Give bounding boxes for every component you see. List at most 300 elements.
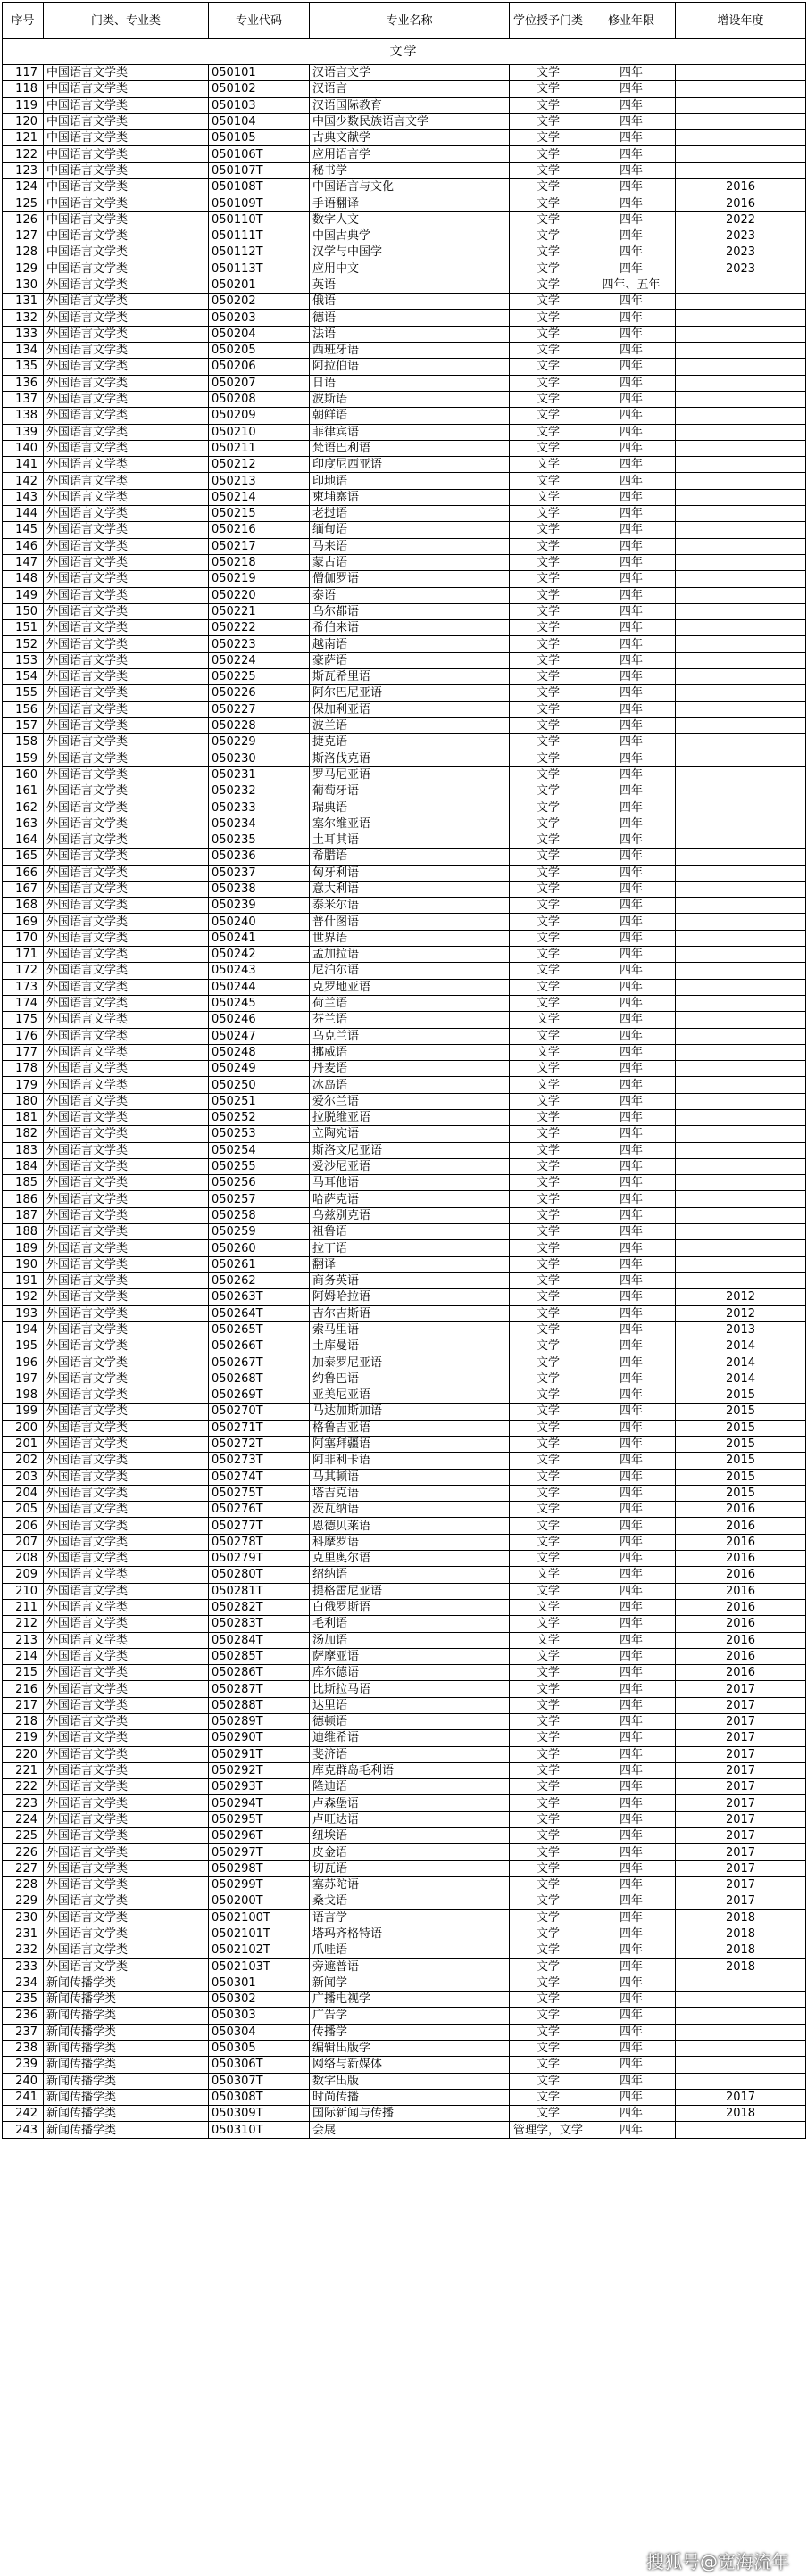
row-duration: 四年 xyxy=(587,1616,676,1632)
row-major-name: 萨摩亚语 xyxy=(310,1648,510,1664)
table-row xyxy=(3,1746,806,1762)
row-code: 050262 xyxy=(209,1272,310,1288)
header-code: 专业代码 xyxy=(209,3,310,39)
row-index: 146 xyxy=(3,538,44,554)
row-major-name: 马其顿语 xyxy=(310,1469,510,1485)
row-degree: 文学 xyxy=(510,995,587,1011)
row-duration: 四年 xyxy=(587,587,676,603)
row-duration: 四年 xyxy=(587,1811,676,1827)
row-code: 050107T xyxy=(209,162,310,178)
row-year-added: 2017 xyxy=(676,1713,806,1729)
row-category: 外国语言文学类 xyxy=(44,326,209,342)
row-major-name: 匈牙利语 xyxy=(310,865,510,881)
row-year-added: 2023 xyxy=(676,228,806,244)
row-year-added: 2013 xyxy=(676,1321,806,1338)
row-code: 050267T xyxy=(209,1354,310,1371)
table-row xyxy=(3,914,806,930)
row-code: 050105 xyxy=(209,130,310,146)
row-category: 外国语言文学类 xyxy=(44,1158,209,1174)
row-major-name: 希腊语 xyxy=(310,849,510,865)
table-row xyxy=(3,750,806,766)
row-code: 050306T xyxy=(209,2057,310,2073)
row-major-name: 希伯来语 xyxy=(310,620,510,636)
row-code: 050280T xyxy=(209,1567,310,1583)
table-row xyxy=(3,2106,806,2122)
row-duration: 四年 xyxy=(587,473,676,489)
table-row xyxy=(3,2024,806,2040)
row-year-added xyxy=(676,65,806,81)
row-index: 122 xyxy=(3,146,44,162)
row-major-name: 编辑出版学 xyxy=(310,2040,510,2056)
row-year-added xyxy=(676,310,806,326)
row-major-name: 豪萨语 xyxy=(310,652,510,668)
table-row xyxy=(3,1387,806,1404)
row-duration: 四年 xyxy=(587,2122,676,2138)
row-duration: 四年 xyxy=(587,1289,676,1305)
row-year-added: 2015 xyxy=(676,1469,806,1485)
row-category: 外国语言文学类 xyxy=(44,1648,209,1664)
row-major-name: 卢旺达语 xyxy=(310,1811,510,1827)
row-index: 151 xyxy=(3,620,44,636)
table-row xyxy=(3,1730,806,1746)
table-row xyxy=(3,1142,806,1158)
row-year-added xyxy=(676,1207,806,1223)
row-index: 162 xyxy=(3,799,44,816)
table-row xyxy=(3,1681,806,1697)
row-duration: 四年 xyxy=(587,1534,676,1550)
row-year-added: 2017 xyxy=(676,1844,806,1860)
row-degree: 文学 xyxy=(510,343,587,359)
row-code: 050102 xyxy=(209,81,310,97)
row-code: 050271T xyxy=(209,1420,310,1436)
row-year-added: 2017 xyxy=(676,1762,806,1778)
row-index: 128 xyxy=(3,244,44,261)
row-category: 中国语言文学类 xyxy=(44,228,209,244)
row-degree: 文学 xyxy=(510,65,587,81)
row-major-name: 科摩罗语 xyxy=(310,1534,510,1550)
table-row xyxy=(3,473,806,489)
row-degree: 文学 xyxy=(510,489,587,505)
row-year-added xyxy=(676,97,806,113)
row-year-added xyxy=(676,750,806,766)
row-category: 外国语言文学类 xyxy=(44,1942,209,1959)
row-year-added: 2014 xyxy=(676,1338,806,1354)
row-index: 165 xyxy=(3,849,44,865)
row-category: 外国语言文学类 xyxy=(44,1828,209,1844)
row-degree: 文学 xyxy=(510,2073,587,2089)
row-index: 216 xyxy=(3,1681,44,1697)
row-code: 050291T xyxy=(209,1746,310,1762)
row-major-name: 乌克兰语 xyxy=(310,1028,510,1044)
row-category: 外国语言文学类 xyxy=(44,1811,209,1827)
row-year-added: 2017 xyxy=(676,1860,806,1876)
row-category: 外国语言文学类 xyxy=(44,391,209,407)
row-category: 外国语言文学类 xyxy=(44,947,209,963)
row-index: 219 xyxy=(3,1730,44,1746)
row-category: 外国语言文学类 xyxy=(44,1044,209,1060)
row-code: 050210 xyxy=(209,424,310,440)
row-category: 新闻传播学类 xyxy=(44,2040,209,2056)
row-duration: 四年 xyxy=(587,65,676,81)
row-category: 外国语言文学类 xyxy=(44,701,209,717)
row-index: 143 xyxy=(3,489,44,505)
row-year-added xyxy=(676,881,806,897)
row-degree: 文学 xyxy=(510,244,587,261)
row-year-added: 2017 xyxy=(676,1876,806,1893)
row-index: 207 xyxy=(3,1534,44,1550)
row-year-added xyxy=(676,1256,806,1272)
row-index: 238 xyxy=(3,2040,44,2056)
row-category: 外国语言文学类 xyxy=(44,294,209,310)
table-row xyxy=(3,1126,806,1142)
row-duration: 四年 xyxy=(587,81,676,97)
table-row xyxy=(3,2008,806,2024)
row-index: 129 xyxy=(3,261,44,277)
row-degree: 文学 xyxy=(510,750,587,766)
row-code: 050205 xyxy=(209,343,310,359)
row-degree: 文学 xyxy=(510,310,587,326)
row-index: 144 xyxy=(3,506,44,522)
row-major-name: 克罗地亚语 xyxy=(310,979,510,995)
row-index: 211 xyxy=(3,1599,44,1615)
row-category: 外国语言文学类 xyxy=(44,1926,209,1942)
row-major-name: 俄语 xyxy=(310,294,510,310)
row-index: 242 xyxy=(3,2106,44,2122)
row-major-name: 迪维希语 xyxy=(310,1730,510,1746)
row-code: 050228 xyxy=(209,717,310,733)
row-index: 140 xyxy=(3,440,44,456)
row-category: 外国语言文学类 xyxy=(44,1305,209,1321)
table-row xyxy=(3,1502,806,1518)
row-category: 外国语言文学类 xyxy=(44,1681,209,1697)
table-row xyxy=(3,1534,806,1550)
row-degree: 文学 xyxy=(510,587,587,603)
row-index: 240 xyxy=(3,2073,44,2089)
row-code: 050238 xyxy=(209,881,310,897)
row-major-name: 斯洛文尼亚语 xyxy=(310,1142,510,1158)
row-major-name: 德顿语 xyxy=(310,1713,510,1729)
row-category: 外国语言文学类 xyxy=(44,1175,209,1191)
row-degree: 文学 xyxy=(510,97,587,113)
header-category: 门类、专业类 xyxy=(44,3,209,39)
row-category: 外国语言文学类 xyxy=(44,1061,209,1077)
row-code: 050101 xyxy=(209,65,310,81)
row-major-name: 尼泊尔语 xyxy=(310,963,510,979)
row-duration: 四年 xyxy=(587,832,676,848)
table-row xyxy=(3,1828,806,1844)
row-duration: 四年 xyxy=(587,1599,676,1615)
row-code: 050275T xyxy=(209,1485,310,1501)
row-major-name: 挪威语 xyxy=(310,1044,510,1060)
row-category: 外国语言文学类 xyxy=(44,1077,209,1093)
row-duration: 四年 xyxy=(587,1371,676,1387)
row-category: 外国语言文学类 xyxy=(44,1665,209,1681)
table-row xyxy=(3,832,806,848)
row-major-name: 朝鲜语 xyxy=(310,408,510,424)
table-row xyxy=(3,1909,806,1926)
row-duration: 四年 xyxy=(587,130,676,146)
row-index: 213 xyxy=(3,1632,44,1648)
row-category: 外国语言文学类 xyxy=(44,440,209,456)
row-major-name: 乌兹别克语 xyxy=(310,1207,510,1223)
row-code: 050284T xyxy=(209,1632,310,1648)
row-code: 050224 xyxy=(209,652,310,668)
table-row xyxy=(3,294,806,310)
table-row xyxy=(3,1648,806,1664)
row-major-name: 塞尔维亚语 xyxy=(310,816,510,832)
header-major-name: 专业名称 xyxy=(310,3,510,39)
row-category: 外国语言文学类 xyxy=(44,1583,209,1599)
row-duration: 四年 xyxy=(587,1926,676,1942)
row-year-added xyxy=(676,113,806,129)
row-duration: 四年 xyxy=(587,326,676,342)
row-duration: 四年 xyxy=(587,1256,676,1272)
row-duration: 四年、五年 xyxy=(587,277,676,293)
row-category: 外国语言文学类 xyxy=(44,1746,209,1762)
row-year-added xyxy=(676,1093,806,1109)
row-category: 外国语言文学类 xyxy=(44,424,209,440)
row-code: 050218 xyxy=(209,554,310,570)
row-code: 050103 xyxy=(209,97,310,113)
row-major-name: 马耳他语 xyxy=(310,1175,510,1191)
row-degree: 文学 xyxy=(510,359,587,375)
row-code: 050245 xyxy=(209,995,310,1011)
row-code: 050270T xyxy=(209,1404,310,1420)
row-degree: 文学 xyxy=(510,1028,587,1044)
row-code: 050208 xyxy=(209,391,310,407)
row-code: 050286T xyxy=(209,1665,310,1681)
row-year-added: 2017 xyxy=(676,1811,806,1827)
row-code: 050219 xyxy=(209,571,310,587)
row-duration: 四年 xyxy=(587,522,676,538)
row-duration: 四年 xyxy=(587,652,676,668)
row-code: 050258 xyxy=(209,1207,310,1223)
row-year-added xyxy=(676,620,806,636)
row-category: 外国语言文学类 xyxy=(44,408,209,424)
row-duration: 四年 xyxy=(587,457,676,473)
row-category: 外国语言文学类 xyxy=(44,1387,209,1404)
row-category: 外国语言文学类 xyxy=(44,898,209,914)
row-year-added xyxy=(676,162,806,178)
row-category: 外国语言文学类 xyxy=(44,1599,209,1615)
row-major-name: 旁遮普语 xyxy=(310,1959,510,1975)
row-index: 126 xyxy=(3,211,44,228)
row-major-name: 隆迪语 xyxy=(310,1779,510,1795)
row-duration: 四年 xyxy=(587,1354,676,1371)
row-code: 050304 xyxy=(209,2024,310,2040)
row-duration: 四年 xyxy=(587,2057,676,2073)
row-degree: 文学 xyxy=(510,1713,587,1729)
row-index: 167 xyxy=(3,881,44,897)
row-code: 050273T xyxy=(209,1453,310,1469)
row-degree: 文学 xyxy=(510,783,587,799)
row-category: 外国语言文学类 xyxy=(44,734,209,750)
row-major-name: 葡萄牙语 xyxy=(310,783,510,799)
row-duration: 四年 xyxy=(587,1828,676,1844)
row-degree: 文学 xyxy=(510,1110,587,1126)
row-year-added xyxy=(676,1012,806,1028)
row-category: 外国语言文学类 xyxy=(44,1762,209,1778)
row-year-added: 2015 xyxy=(676,1436,806,1452)
row-index: 125 xyxy=(3,195,44,211)
row-degree: 文学 xyxy=(510,391,587,407)
row-major-name: 斐济语 xyxy=(310,1746,510,1762)
row-category: 外国语言文学类 xyxy=(44,620,209,636)
row-year-added: 2015 xyxy=(676,1485,806,1501)
row-degree: 文学 xyxy=(510,1583,587,1599)
table-row xyxy=(3,554,806,570)
row-degree: 文学 xyxy=(510,1893,587,1909)
table-row xyxy=(3,489,806,505)
row-major-name: 印度尼西亚语 xyxy=(310,457,510,473)
row-year-added xyxy=(676,766,806,783)
row-major-name: 卢森堡语 xyxy=(310,1795,510,1811)
row-index: 117 xyxy=(3,65,44,81)
table-row xyxy=(3,1224,806,1240)
row-major-name: 德语 xyxy=(310,310,510,326)
row-category: 外国语言文学类 xyxy=(44,849,209,865)
row-category: 外国语言文学类 xyxy=(44,1502,209,1518)
row-duration: 四年 xyxy=(587,1272,676,1288)
row-index: 119 xyxy=(3,97,44,113)
row-degree: 文学 xyxy=(510,326,587,342)
row-category: 外国语言文学类 xyxy=(44,717,209,733)
row-degree: 文学 xyxy=(510,1077,587,1093)
row-major-name: 会展 xyxy=(310,2122,510,2138)
row-year-added xyxy=(676,81,806,97)
row-major-name: 菲律宾语 xyxy=(310,424,510,440)
row-degree: 文学 xyxy=(510,1469,587,1485)
row-index: 169 xyxy=(3,914,44,930)
row-degree: 文学 xyxy=(510,1959,587,1975)
row-category: 外国语言文学类 xyxy=(44,310,209,326)
row-category: 外国语言文学类 xyxy=(44,473,209,489)
row-category: 外国语言文学类 xyxy=(44,832,209,848)
row-degree: 文学 xyxy=(510,1420,587,1436)
row-major-name: 提格雷尼亚语 xyxy=(310,1583,510,1599)
row-index: 182 xyxy=(3,1126,44,1142)
row-duration: 四年 xyxy=(587,1893,676,1909)
row-major-name: 越南语 xyxy=(310,636,510,652)
row-code: 050255 xyxy=(209,1158,310,1174)
table-row xyxy=(3,1321,806,1338)
row-major-name: 马来语 xyxy=(310,538,510,554)
row-category: 外国语言文学类 xyxy=(44,1876,209,1893)
row-year-added: 2016 xyxy=(676,1599,806,1615)
row-duration: 四年 xyxy=(587,1191,676,1207)
row-degree: 文学 xyxy=(510,277,587,293)
row-code: 050256 xyxy=(209,1175,310,1191)
row-major-name: 秘书学 xyxy=(310,162,510,178)
row-category: 外国语言文学类 xyxy=(44,1028,209,1044)
row-category: 外国语言文学类 xyxy=(44,1289,209,1305)
row-category: 中国语言文学类 xyxy=(44,65,209,81)
row-year-added xyxy=(676,979,806,995)
table-row xyxy=(3,457,806,473)
row-code: 050289T xyxy=(209,1713,310,1729)
row-code: 050278T xyxy=(209,1534,310,1550)
row-major-name: 意大利语 xyxy=(310,881,510,897)
row-year-added: 2016 xyxy=(676,1632,806,1648)
row-code: 050253 xyxy=(209,1126,310,1142)
row-index: 233 xyxy=(3,1959,44,1975)
row-category: 中国语言文学类 xyxy=(44,97,209,113)
row-index: 186 xyxy=(3,1191,44,1207)
row-code: 050305 xyxy=(209,2040,310,2056)
row-major-name: 克里奥尔语 xyxy=(310,1551,510,1567)
row-major-name: 阿尔巴尼亚语 xyxy=(310,685,510,701)
table-row xyxy=(3,898,806,914)
row-year-added xyxy=(676,799,806,816)
row-code: 050231 xyxy=(209,766,310,783)
table-row xyxy=(3,1305,806,1321)
row-category: 新闻传播学类 xyxy=(44,2089,209,2105)
row-degree: 文学 xyxy=(510,1828,587,1844)
table-row xyxy=(3,1844,806,1860)
row-duration: 四年 xyxy=(587,1942,676,1959)
row-major-name: 阿非利卡语 xyxy=(310,1453,510,1469)
table-row xyxy=(3,2073,806,2089)
row-index: 188 xyxy=(3,1224,44,1240)
row-code: 050203 xyxy=(209,310,310,326)
row-degree: 文学 xyxy=(510,408,587,424)
row-year-added: 2017 xyxy=(676,1828,806,1844)
row-major-name: 翻译 xyxy=(310,1256,510,1272)
row-degree: 文学 xyxy=(510,1844,587,1860)
row-duration: 四年 xyxy=(587,1909,676,1926)
row-major-name: 广播电视学 xyxy=(310,1992,510,2008)
table-row xyxy=(3,2122,806,2138)
row-index: 183 xyxy=(3,1142,44,1158)
row-degree: 文学 xyxy=(510,1321,587,1338)
table-row xyxy=(3,310,806,326)
row-category: 外国语言文学类 xyxy=(44,1272,209,1288)
table-row xyxy=(3,1028,806,1044)
table-row xyxy=(3,1093,806,1109)
row-duration: 四年 xyxy=(587,2008,676,2024)
row-code: 050234 xyxy=(209,816,310,832)
row-category: 外国语言文学类 xyxy=(44,914,209,930)
row-category: 外国语言文学类 xyxy=(44,1126,209,1142)
row-year-added: 2014 xyxy=(676,1371,806,1387)
row-index: 179 xyxy=(3,1077,44,1093)
row-duration: 四年 xyxy=(587,1338,676,1354)
row-duration: 四年 xyxy=(587,1469,676,1485)
row-category: 外国语言文学类 xyxy=(44,1436,209,1452)
row-category: 外国语言文学类 xyxy=(44,538,209,554)
row-code: 050240 xyxy=(209,914,310,930)
row-duration: 四年 xyxy=(587,113,676,129)
table-row xyxy=(3,277,806,293)
row-major-name: 法语 xyxy=(310,326,510,342)
row-duration: 四年 xyxy=(587,1876,676,1893)
row-code: 050220 xyxy=(209,587,310,603)
row-year-added xyxy=(676,2122,806,2138)
row-duration: 四年 xyxy=(587,750,676,766)
row-year-added: 2018 xyxy=(676,2106,806,2122)
row-index: 198 xyxy=(3,1387,44,1404)
row-degree: 文学 xyxy=(510,881,587,897)
table-row xyxy=(3,1795,806,1811)
row-code: 050248 xyxy=(209,1044,310,1060)
row-year-added xyxy=(676,701,806,717)
row-major-name: 数字出版 xyxy=(310,2073,510,2089)
table-row xyxy=(3,668,806,684)
row-category: 外国语言文学类 xyxy=(44,1893,209,1909)
table-row xyxy=(3,571,806,587)
table-row xyxy=(3,685,806,701)
row-major-name: 恩德贝莱语 xyxy=(310,1518,510,1534)
